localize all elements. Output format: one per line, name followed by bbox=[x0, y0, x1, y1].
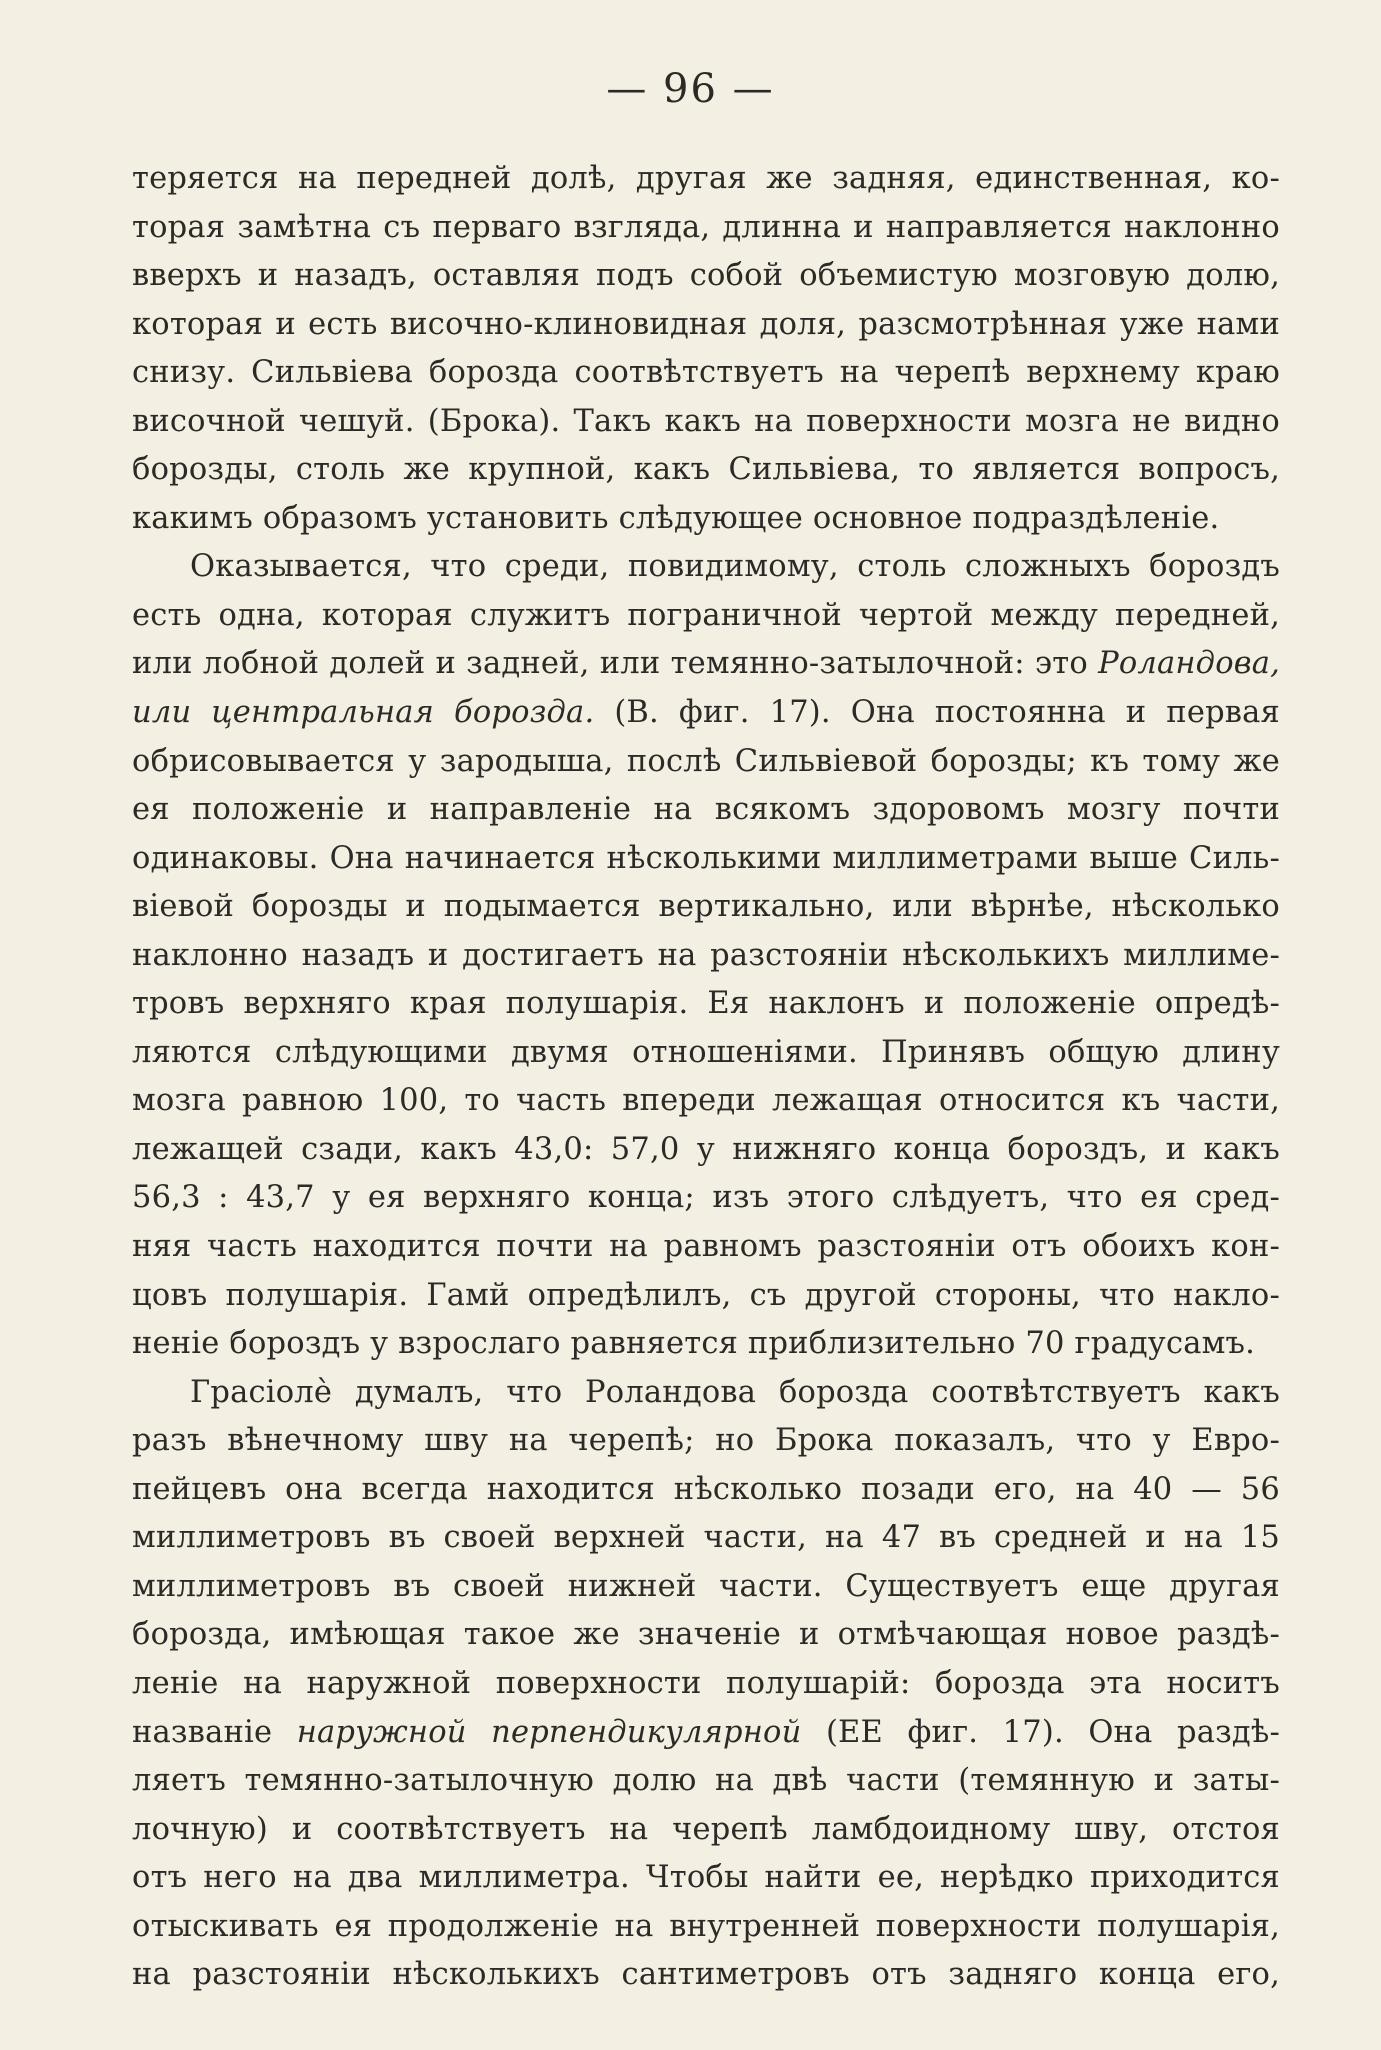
text-line: цовъ полушарія. Гамй опредѣлилъ, съ другой стороны, что накло- bbox=[132, 1277, 1280, 1313]
text-run: или лобной долей и задней, или темянно-затылочной: это bbox=[132, 646, 1099, 682]
text-line: ея положеніе и направленіе на всякомъ здоровомъ мозгу почти bbox=[132, 792, 1280, 828]
text-line: обрисовывается у зародыша, послѣ Сильвіевой борозды; къ тому же bbox=[132, 743, 1280, 779]
text-line: торая замѣтна съ перваго взгляда, длинна и направляется наклонно bbox=[132, 209, 1280, 245]
text-line: есть одна, которая служитъ пограничной чертой между передней, bbox=[132, 597, 1280, 633]
text-line: на разстояніи нѣсколькихъ сантиметровъ отъ задняго конца его, bbox=[132, 1957, 1280, 1993]
text-line: одинаковы. Она начинается нѣсколькими миллиметрами выше Силь- bbox=[132, 840, 1280, 876]
text-line bbox=[132, 689, 1280, 738]
text-line: миллиметровъ въ своей верхней части, на 47 въ средней и на 15 bbox=[132, 1520, 1280, 1556]
page-number: — 96 — bbox=[606, 66, 775, 112]
text-line: которая и есть височно-клиновидная доля, разсмотрѣнная уже нами bbox=[132, 306, 1280, 342]
text-line: Оказывается, что среди, повидимому, столь сложныхъ бороздъ bbox=[190, 549, 1280, 585]
text-line: теряется на передней долѣ, другая же задняя, единственная, ко- bbox=[132, 161, 1280, 196]
text-run: (ЕЕ фиг. 17). Она раздѣ- bbox=[801, 1714, 1280, 1750]
text-line: неніе бороздъ у взрослаго равняется приблизительно 70 градусамъ. bbox=[132, 1326, 1256, 1362]
text-line: борозда, имѣющая такое же значеніе и отмѣчающая новое раздѣ- bbox=[132, 1617, 1280, 1653]
italic-term: или центральная борозда. bbox=[132, 695, 595, 731]
text-line: лежащей сзади, какъ 43,0: 57,0 у нижняго конца бороздъ, и какъ bbox=[132, 1131, 1280, 1167]
text-line: снизу. Сильвіева борозда соотвѣтствуетъ на черепѣ верхнему краю bbox=[132, 355, 1280, 391]
text-line: мозга равною 100, то часть впереди лежащая относится къ части, bbox=[132, 1083, 1280, 1119]
text-line: вверхъ и назадъ, оставляя подъ собой объемистую мозговую долю, bbox=[132, 258, 1280, 294]
text-line: лочную) и соотвѣтствуетъ на черепѣ ламбдоидному шву, отстоя bbox=[132, 1811, 1280, 1847]
text-line: пейцевъ она всегда находится нѣсколько позади его, на 40 — 56 bbox=[132, 1471, 1280, 1507]
body-text bbox=[132, 155, 1280, 2000]
text-line: ляются слѣдующими двумя отношеніями. Принявъ общую длину bbox=[132, 1034, 1280, 1070]
text-line bbox=[132, 1709, 1280, 1758]
text-line: отъ него на два миллиметра. Чтобы найти ее, нерѣдко приходится bbox=[132, 1860, 1280, 1896]
text-line: няя часть находится почти на равномъ разстояніи отъ обоихъ кон- bbox=[132, 1229, 1280, 1265]
text-line: отыскивать ея продолженіе на внутренней поверхности полушарія, bbox=[132, 1908, 1280, 1944]
text-line bbox=[132, 640, 1280, 689]
text-run: (В. фиг. 17). Она постоянна и первая bbox=[594, 695, 1280, 731]
text-line: ляетъ темянно-затылочную долю на двѣ части (темянную и заты- bbox=[132, 1763, 1280, 1799]
text-line: наклонно назадъ и достигаетъ на разстояніи нѣсколькихъ миллиме- bbox=[132, 937, 1280, 973]
text-line: леніе на наружной поверхности полушарій: борозда эта носитъ bbox=[132, 1665, 1280, 1701]
text-line: віевой борозды и подымается вертикально, или вѣрнѣе, нѣсколько bbox=[132, 889, 1280, 925]
text-run: названіе bbox=[132, 1714, 297, 1750]
italic-term: наружной перпендикулярной bbox=[296, 1714, 802, 1750]
text-line: Грасіолѐ думалъ, что Роландова борозда соотвѣтствуетъ какъ bbox=[190, 1374, 1280, 1410]
text-line: разъ вѣнечному шву на черепѣ; но Брока показалъ, что у Евро- bbox=[132, 1423, 1280, 1459]
text-line: борозды, столь же крупной, какъ Сильвіева, то является вопросъ, bbox=[132, 452, 1280, 488]
text-line: 56,3 : 43,7 у ея верхняго конца; изъ этого слѣдуетъ, что ея сред- bbox=[132, 1180, 1280, 1216]
text-line: миллиметровъ въ своей нижней части. Существуетъ еще другая bbox=[132, 1568, 1280, 1604]
text-line: тровъ верхняго края полушарія. Ея наклонъ и положеніе опредѣ- bbox=[132, 986, 1280, 1022]
text-line: какимъ образомъ установить слѣдующее основное подраздѣленіе. bbox=[132, 500, 1220, 536]
italic-term: Роландова, bbox=[1098, 646, 1280, 682]
text-line: височной чешуй. (Брока). Такъ какъ на поверхности мозга не видно bbox=[132, 403, 1280, 439]
